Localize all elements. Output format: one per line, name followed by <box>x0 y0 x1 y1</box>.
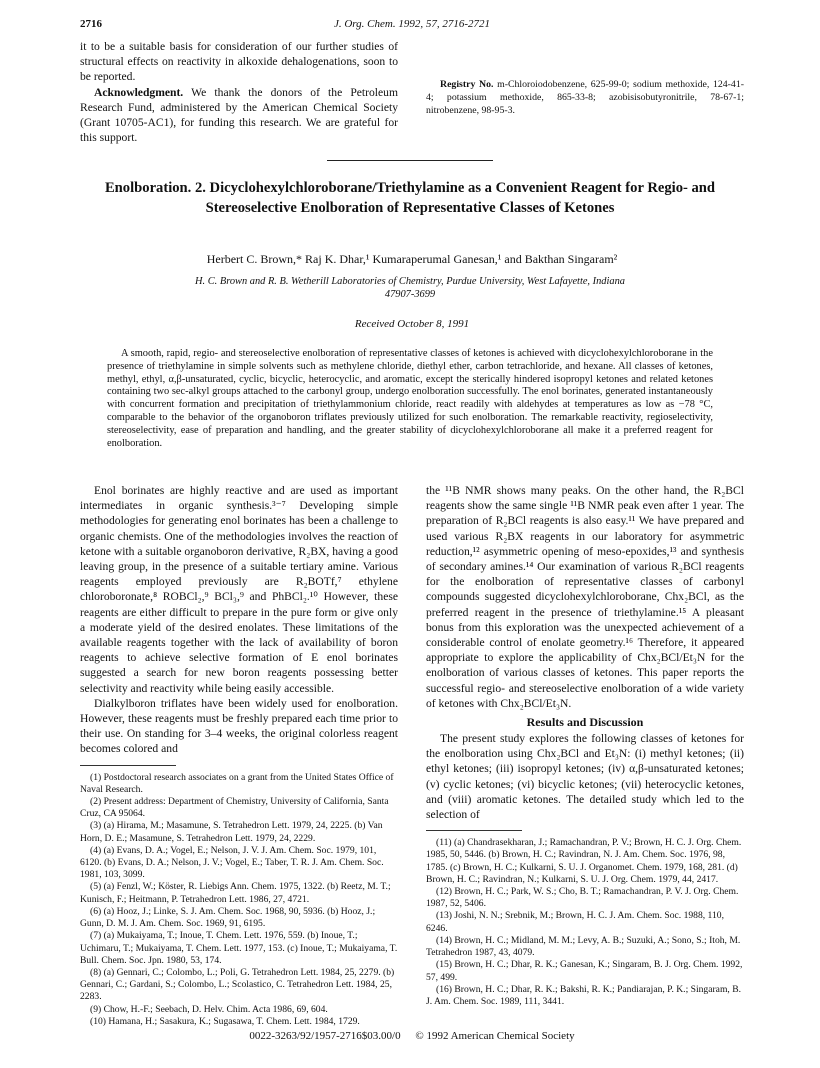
footnote: (5) (a) Fenzl, W.; Köster, R. Liebigs Ann. Chem. 1975, 1322. (b) Reetz, M. T.; Kunisch, F.; Heitmann, P. Tetrahedron Lett. 1986, 27, 4721. <box>80 881 391 905</box>
footnotes-right <box>426 837 744 1008</box>
footnote-rule <box>80 765 176 766</box>
body-paragraph: Dialkylboron triflates have been widely used for enolboration. However, these reagents must be freshly prepared each time prior to their use. On standing for 3–4 weeks, the original colorless reagent becomes colored and <box>80 696 398 756</box>
footnote: (15) Brown, H. C.; Dhar, R. K.; Ganesan, K.; Singaram, B. J. Org. Chem. 1992, 57, 499. <box>426 959 743 983</box>
received-date: Received October 8, 1991 <box>354 318 470 330</box>
registry-numbers <box>426 79 744 117</box>
body-left-column <box>80 483 398 1028</box>
previous-article-right-column <box>426 39 744 117</box>
footnote: (13) Joshi, N. N.; Srebnik, M.; Brown, H. C. J. Am. Chem. Soc. 1988, 110, 6246. <box>426 910 724 934</box>
section-heading: Results and Discussion <box>526 715 644 730</box>
footnote-rule <box>426 830 522 831</box>
running-head <box>80 18 744 34</box>
footnote: (4) (a) Evans, D. A.; Vogel, E.; Nelson, J. V. J. Am. Chem. Soc. 1979, 101, 6120. (b) Evans, D. A.; Nelson, J. V.; Vogel, E.; Taber, T. R. J. Am. Chem. Soc. 1981, 103, 3099. <box>80 844 384 881</box>
footnotes-left <box>80 772 398 1028</box>
article-code: 0022-3263/92/1957-2716$03.00/0 <box>249 1030 401 1042</box>
footnote: (7) (a) Mukaiyama, T.; Inoue, T. Chem. Lett. 1976, 559. (b) Inoue, T.; Uchimaru, T.; Mukaiyama, T. Chem. Lett. 1977, 153. (c) Inoue, T.; Mukaiyama, T. Bull. Chem. Soc. Jpn. 1980, 53, 174. <box>80 930 398 966</box>
footnote: (9) Chow, H.-F.; Seebach, D. Helv. Chim. Acta 1986, 69, 604. <box>90 1003 328 1015</box>
abstract: A smooth, rapid, regio- and stereoselective enolboration of representative classes of ketones is achieved with dicyclohexylchloroborane in the presence of triethylamine in simple solvents such as methylene chloride, diethyl ether, carbon tetrachloride, and hexane. All classes of ketones, methyl, ethyl, α,β-unsaturated, cyclic, bicyclic, heterocyclic, and aromatic, except the sterically hindered isopropyl ketones and related ketones containing two sec-alkyl groups attached to the carbonyl group, undergo enolboration successfully. The enol borinates, generated instantaneously with concurrent formation and precipitation of triethylammonium chloride, react readily with aldehydes at temperatures as low as −78 °C, comparable to the behavior of the organoboron triflates previously utilized for such enolboration. The remarkable reactivity, regioselectivity, stereoselectivity, ease of preparation and handling, and the greater stability of dicyclohexylchloroborane all make it a preferred reagent for enolboration. <box>107 348 713 449</box>
footnote: (16) Brown, H. C.; Dhar, R. K.; Bakshi, R. K.; Pandiarajan, P. K.; Singaram, B. J. Am. Chem. Soc. 1989, 111, 3441. <box>426 983 741 1007</box>
body-paragraph: the ¹¹B NMR shows many peaks. On the other hand, the R₂BCl reagents show the same single ¹¹B NMR peak even after 1 year. The preparation of R₂BCl reagents is also easy.¹¹ We have prepared and used various R₂BX reagents in our laboratory for asymmetric reduction,¹² asymmetric opening of meso-epoxides,¹³ and synthesis of secondary amines.¹⁴ Our examination of various R₂BCl reagents for the enolboration of representative classes of carbonyl compounds suggested dicyclohexylchloroborane, Chx₂BCl, as the preferred reagent in the presence of triethylamine.¹⁵ A pleasant bonus from this exploration was the unexpected achievement of a considerable control of enolate geometry.¹⁶ Therefore, it appeared appropriate to explore the applicability of Chx₂BCl/Et₃N for the enolboration of various classes of ketones. This paper reports the successful regio- and stereoselective enolboration of a wide variety of ketones with Chx₂BCl/Et₃N. <box>426 484 744 710</box>
article-title: Enolboration. 2. Dicyclohexylchloroborane/Triethylamine as a Convenient Reagent for Regio- and Stereoselective Enolboration of Representative Classes of Ketones <box>104 180 716 216</box>
footnote: (6) (a) Hooz, J.; Linke, S. J. Am. Chem. Soc. 1968, 90, 5936. (b) Hooz, J.; Gunn, D. M. J. Am. Chem. Soc. 1969, 91, 6195. <box>80 905 376 930</box>
acknowledgment <box>80 85 398 146</box>
footnote: (1) Postdoctoral research associates on a grant from the United States Office of Naval Research. <box>80 771 394 795</box>
acknowledgment-heading: Acknowledgment. <box>94 85 184 99</box>
footnote: (3) (a) Hirama, M.; Masamune, S. Tetrahedron Lett. 1979, 24, 2225. (b) Van Horn, D. E.; Masamune, S. Tetrahedron Lett. 1979, 24, 2229. <box>80 820 383 844</box>
body-paragraph: Enol borinates are highly reactive and are used as important intermediates in organic synthesis.³⁻⁷ Developing simple methodologies for generating enol borinates has been a challenge to organic chemists. One of the methodologies involves the reaction of ketone with a suitable organoboron derivative, R₂BX, having a good leaving group, in the presence of a suitable tertiary amine. Various reagents employed previously are R₂BOTf,⁷ ethylene chloroboronate,⁸ ROBCl₂,⁹ BCl₃,⁹ and PhBCl₂.¹⁰ However, these reagents are either difficult to prepare in the pure form or give only a moderate yield of the desired enolates. These limitations of the available reagents together with the lack of availability of boron reagents to achieve selective formation of E enol borinates suggested a search for new boron reagents possessing better selectivity and reactivity while being easily accessible. <box>80 484 398 695</box>
registry-text: m-Chloroiodobenzene, 625-99-0; sodium methoxide, 124-41-4; potassium methoxide, 865-33-8; azobisisobutyronitrile, 78-67-1; nitrobenzene, 98-95-3. <box>426 79 744 116</box>
acknowledgment-text: We thank the donors of the Petroleum Research Fund, administered by the American Chemical Society (Grant 10705-AC1), for funding this research. We are grateful for this support. <box>80 85 398 145</box>
page-number: 2716 <box>80 18 102 30</box>
body-paragraph: The present study explores the following classes of ketones for the enolboration using Chx₂BCl and Et₃N: (i) methyl ketones; (ii) ethyl ketones; (iii) isopropyl ketones; (iv) α,β-unsaturated ketones; (v) cyclic ketones; (vi) bicyclic ketones; (vii) heterocyclic ketones, and (viii) aromatic ketones. The detailed study which led to the selection of <box>426 732 744 822</box>
previous-article-left-column <box>80 39 398 145</box>
previous-article-text: it to be a suitable basis for consideration of our further studies of structural effects on reactivity in alkoxide dehalogenations, soon to be reported. <box>80 40 398 84</box>
page-footer <box>80 1030 744 1042</box>
copyright-notice: © 1992 American Chemical Society <box>415 1030 575 1042</box>
footnote: (8) (a) Gennari, C.; Colombo, L.; Poli, G. Tetrahedron Lett. 1984, 25, 2279. (b) Gennari, C.; Gardani, S.; Colombo, L.; Scolastico, C. Tetrahedron Lett. 1984, 25, 2283. <box>80 966 395 1003</box>
author-affiliation: H. C. Brown and R. B. Wetherill Laboratories of Chemistry, Purdue University, West Lafayette, Indiana 47907-3699 <box>195 276 625 300</box>
footnote: (12) Brown, H. C.; Park, W. S.; Cho, B. T.; Ramachandran, P. V. J. Org. Chem. 1987, 52, 5406. <box>426 886 739 910</box>
article-authors: Herbert C. Brown,* Raj K. Dhar,¹ Kumaraperumal Ganesan,¹ and Bakthan Singaram² <box>206 252 618 266</box>
footnote: (2) Present address: Department of Chemistry, University of California, Santa Cruz, CA 95064. <box>80 796 389 820</box>
footnote: (11) (a) Chandrasekharan, J.; Ramachandran, P. V.; Brown, H. C. J. Org. Chem. 1985, 50, 5446. (b) Brown, H. C.; Ravindran, N. J. Am. Chem. Soc. 1976, 98, 1785. (c) Brown, H. C.; Kulkarni, S. U. J. Organomet. Chem. 1979, 168, 281. (d) Brown, H. C.; Ravindran, N.; Kulkarni, S. U. J. Org. Chem. 1979, 44, 2417. <box>426 837 742 885</box>
registry-heading: Registry No. <box>440 79 494 90</box>
footnote: (14) Brown, H. C.; Midland, M. M.; Levy, A. B.; Suzuki, A.; Sono, S.; Itoh, M. Tetrahedron 1987, 43, 4079. <box>426 934 741 959</box>
article-separator-rule <box>327 160 493 161</box>
footnote: (10) Hamana, H.; Sasakura, K.; Sugasawa, T. Chem. Lett. 1984, 1729. <box>90 1015 360 1027</box>
body-right-column <box>426 483 744 1008</box>
journal-citation: J. Org. Chem. 1992, 57, 2716-2721 <box>333 18 491 30</box>
